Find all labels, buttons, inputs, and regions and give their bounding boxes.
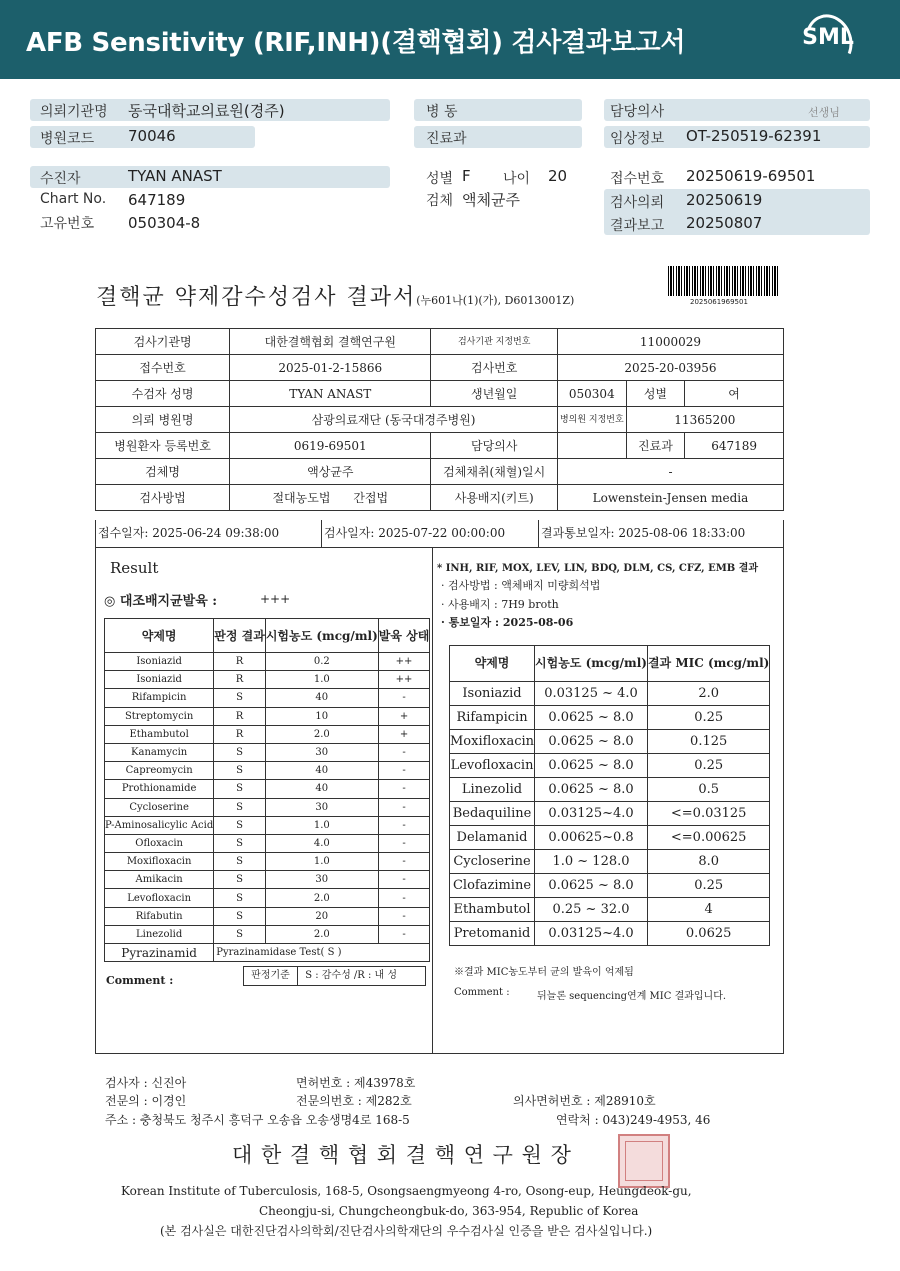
table-cell: - <box>378 689 430 707</box>
right-table-row <box>450 898 770 922</box>
left-table-row <box>105 762 430 780</box>
table-cell: 0.25 <box>647 754 769 778</box>
table-cell: 0.25 ~ 32.0 <box>535 898 648 922</box>
col-header: 시험농도 (mcg/ml) <box>265 619 378 653</box>
grid-label: 검사번호 <box>431 355 557 381</box>
table-cell: Rifabutin <box>105 907 214 925</box>
grid-label: 병의원 지정번호 <box>557 407 626 433</box>
left-table-row <box>105 743 430 761</box>
table-cell: 0.0625 ~ 8.0 <box>535 706 648 730</box>
table-cell: S <box>214 834 266 852</box>
pza-name: Pyrazinamid <box>105 944 214 962</box>
right-comment-label: Comment : <box>454 987 510 998</box>
report-label: 결과보고 <box>610 218 665 234</box>
left-result-table <box>104 618 430 962</box>
grid-label: 검사방법 <box>96 485 230 511</box>
grid-value: 11000029 <box>557 329 783 355</box>
left-table-row <box>105 653 430 671</box>
grid-label: 접수번호 <box>96 355 230 381</box>
table-cell: Isoniazid <box>105 671 214 689</box>
grid-value <box>557 433 626 459</box>
hospital-code-label: 병원코드 <box>40 131 95 147</box>
right-table-row <box>450 922 770 946</box>
right-date: · 통보일자 : 2025-08-06 <box>441 616 574 629</box>
table-cell: - <box>378 925 430 943</box>
grid-value: 액상균주 <box>230 459 431 485</box>
table-cell: 30 <box>265 743 378 761</box>
certification-note: (본 검사실은 대한진단검사의학회/진단검사의학재단의 우수검사실 인증을 받은 검사실입니다.) <box>160 1224 653 1238</box>
ward-label: 병 동 <box>426 104 458 120</box>
doctor-license: 의사면허번호 : 제28910호 <box>513 1094 656 1108</box>
left-table-row <box>105 834 430 852</box>
table-cell: 30 <box>265 798 378 816</box>
table-cell: Ethambutol <box>105 725 214 743</box>
table-cell: S <box>214 853 266 871</box>
table-cell: 0.125 <box>647 730 769 754</box>
table-cell: ++ <box>378 653 430 671</box>
table-cell: Levofloxacin <box>105 889 214 907</box>
table-cell: R <box>214 653 266 671</box>
grid-value: 647189 <box>685 433 784 459</box>
table-cell: 1.0 <box>265 816 378 834</box>
table-cell: 4 <box>647 898 769 922</box>
right-note-title: * INH, RIF, MOX, LEV, LIN, BDQ, DLM, CS, CFZ, EMB 결과 <box>437 563 759 574</box>
right-method: · 검사방법 : 액체배지 미량희석법 <box>441 579 601 592</box>
grid-value: 0619-69501 <box>230 433 431 459</box>
table-cell: 8.0 <box>647 850 769 874</box>
col-header: 발육 상태 <box>378 619 430 653</box>
table-cell: Delamanid <box>450 826 535 850</box>
table-cell: <=0.00625 <box>647 826 769 850</box>
clinical-value: OT-250519-62391 <box>686 127 822 145</box>
right-table-row <box>450 850 770 874</box>
table-cell: 40 <box>265 780 378 798</box>
left-table-row <box>105 689 430 707</box>
right-medium: · 사용배지 : 7H9 broth <box>441 598 559 611</box>
right-table-row <box>450 682 770 706</box>
table-cell: 2.0 <box>265 725 378 743</box>
tested-date: 검사일자: 2025-07-22 00:00:00 <box>322 520 539 547</box>
table-cell: - <box>378 816 430 834</box>
grid-label: 생년월일 <box>431 381 557 407</box>
table-cell: Prothionamide <box>105 780 214 798</box>
org-name: 대 한 결 핵 협 회 결 핵 연 구 원 장 <box>232 1143 572 1167</box>
sex-value: F <box>462 167 471 185</box>
table-cell: S <box>214 907 266 925</box>
barcode-text: 2025061969501 <box>690 298 748 306</box>
table-cell: Pretomanid <box>450 922 535 946</box>
table-cell: 4.0 <box>265 834 378 852</box>
table-cell: 0.0625 <box>647 922 769 946</box>
right-table-row <box>450 802 770 826</box>
received-date: 접수일자: 2025-06-24 09:38:00 <box>96 520 322 547</box>
table-cell: - <box>378 780 430 798</box>
right-table-row <box>450 754 770 778</box>
institution-label: 의뢰기관명 <box>40 104 108 120</box>
table-cell: 2.0 <box>265 925 378 943</box>
specialist: 전문의 : 이경인 <box>105 1094 187 1108</box>
comment-label: Comment : <box>106 974 174 987</box>
right-footnote: ※결과 MIC농도부터 균의 발육이 억제됨 <box>454 967 634 978</box>
table-cell: - <box>378 889 430 907</box>
table-cell: Linezolid <box>105 925 214 943</box>
grid-label: 수검자 성명 <box>96 381 230 407</box>
specimen-value: 액체균주 <box>462 191 520 209</box>
chart-value: 647189 <box>128 191 186 209</box>
grid-value: 대한결핵협회 결핵연구원 <box>230 329 431 355</box>
grid-label: 검체채취(채혈)일시 <box>431 459 557 485</box>
grid-label: 성별 <box>626 381 685 407</box>
chart-label: Chart No. <box>40 191 107 207</box>
col-header: 시험농도 (mcg/ml) <box>535 646 648 682</box>
sex-label: 성별 <box>426 171 454 187</box>
table-cell: S <box>214 889 266 907</box>
grid-value: Lowenstein-Jensen media <box>557 485 783 511</box>
table-cell: 0.0625 ~ 8.0 <box>535 730 648 754</box>
table-cell: 0.0625 ~ 8.0 <box>535 778 648 802</box>
left-table-row <box>105 780 430 798</box>
table-cell: R <box>214 725 266 743</box>
grid-value: 2025-20-03956 <box>557 355 783 381</box>
unique-label: 고유번호 <box>40 216 95 232</box>
specimen-label: 검체 <box>426 193 454 209</box>
info-grid <box>95 328 784 511</box>
table-cell: S <box>214 689 266 707</box>
official-seal <box>618 1134 670 1188</box>
table-cell: - <box>378 834 430 852</box>
table-cell: Moxifloxacin <box>450 730 535 754</box>
pza-result: Pyrazinamidase Test( S ) <box>214 944 430 962</box>
address-en-1: Korean Institute of Tuberculosis, 168-5, Osongsaengmyeong 4-ro, Osong-eup, Heungdeok-gu, <box>121 1184 692 1198</box>
table-cell: + <box>378 725 430 743</box>
table-cell: S <box>214 871 266 889</box>
table-cell: 0.5 <box>647 778 769 802</box>
table-cell: S <box>214 762 266 780</box>
table-cell: 1.0 <box>265 671 378 689</box>
table-cell: 30 <box>265 871 378 889</box>
grid-value: 050304 <box>557 381 626 407</box>
table-cell: S <box>214 816 266 834</box>
left-table-row <box>105 671 430 689</box>
report-title: AFB Sensitivity (RIF,INH)(결핵협회) 검사결과보고서 <box>26 28 686 58</box>
reported-date: 결과통보일자: 2025-08-06 18:33:00 <box>541 526 746 540</box>
right-table-row <box>450 874 770 898</box>
unique-value: 050304-8 <box>128 214 201 232</box>
institution-value: 동국대학교의료원(경주) <box>128 102 285 120</box>
doctor-label: 담당의사 <box>610 104 665 120</box>
age-label: 나이 <box>503 171 531 187</box>
table-cell: Levofloxacin <box>450 754 535 778</box>
grid-value: 2025-01-2-15866 <box>230 355 431 381</box>
table-cell: 10 <box>265 707 378 725</box>
doctor-suffix: 선생님 <box>808 106 840 119</box>
patient-label: 수진자 <box>40 171 81 187</box>
table-cell: Cycloserine <box>105 798 214 816</box>
grid-label: 검체명 <box>96 459 230 485</box>
specialist-no: 전문의번호 : 제282호 <box>296 1094 412 1108</box>
table-cell: Bedaquiline <box>450 802 535 826</box>
left-table-row <box>105 853 430 871</box>
sml-logo: SML <box>800 10 856 66</box>
table-cell: Ofloxacin <box>105 834 214 852</box>
address-en-2: Cheongju-si, Chungcheongbuk-do, 363-954, Republic of Korea <box>259 1204 639 1218</box>
report-value: 20250807 <box>686 214 763 232</box>
grid-label: 의뢰 병원명 <box>96 407 230 433</box>
table-cell: 2.0 <box>647 682 769 706</box>
grid-label: 사용배지(키트) <box>431 485 557 511</box>
dept-label: 진료과 <box>426 131 467 147</box>
table-cell: Clofazimine <box>450 874 535 898</box>
table-cell: Rifampicin <box>450 706 535 730</box>
table-cell: 0.03125 ~ 4.0 <box>535 682 648 706</box>
hospital-code-value: 70046 <box>128 127 176 145</box>
table-cell: S <box>214 798 266 816</box>
patient-value: TYAN ANAST <box>128 167 222 185</box>
right-mic-table <box>449 645 770 946</box>
table-cell: S <box>214 925 266 943</box>
grid-value: - <box>557 459 783 485</box>
grid-label: 검사기관 지정번호 <box>431 329 557 355</box>
table-cell: 1.0 ~ 128.0 <box>535 850 648 874</box>
right-table-row <box>450 778 770 802</box>
control-value: +++ <box>260 592 291 606</box>
table-cell: Ethambutol <box>450 898 535 922</box>
grid-label: 검사기관명 <box>96 329 230 355</box>
right-table-row <box>450 826 770 850</box>
grid-value: 여 <box>685 381 784 407</box>
table-cell: 0.0625 ~ 8.0 <box>535 754 648 778</box>
reception-value: 20250619-69501 <box>686 167 816 185</box>
age-value: 20 <box>548 167 568 185</box>
table-cell: R <box>214 671 266 689</box>
col-header: 약제명 <box>105 619 214 653</box>
left-table-row <box>105 925 430 943</box>
grid-value: 11365200 <box>626 407 783 433</box>
grid-value: TYAN ANAST <box>230 381 431 407</box>
barcode <box>668 266 778 296</box>
table-cell: R <box>214 707 266 725</box>
reception-label: 접수번호 <box>610 171 665 187</box>
col-header: 판정 결과 <box>214 619 266 653</box>
grid-value: 절대농도법 간접법 <box>230 485 431 511</box>
left-table-row <box>105 907 430 925</box>
table-cell: 0.00625~0.8 <box>535 826 648 850</box>
control-label: ◎ 대조배지균발육 : <box>104 594 218 609</box>
table-cell: - <box>378 798 430 816</box>
clinical-label: 임상정보 <box>610 131 665 147</box>
table-cell: S <box>214 780 266 798</box>
col-header: 약제명 <box>450 646 535 682</box>
table-cell: 0.2 <box>265 653 378 671</box>
table-cell: ++ <box>378 671 430 689</box>
table-cell: P-Aminosalicylic Acid <box>105 816 214 834</box>
table-cell: - <box>378 743 430 761</box>
request-value: 20250619 <box>686 191 763 209</box>
table-cell: 20 <box>265 907 378 925</box>
request-label: 검사의뢰 <box>610 195 665 211</box>
table-cell: 1.0 <box>265 853 378 871</box>
table-cell: - <box>378 762 430 780</box>
table-cell: Amikacin <box>105 871 214 889</box>
grid-label: 담당의사 <box>431 433 557 459</box>
table-cell: 40 <box>265 762 378 780</box>
right-table-row <box>450 706 770 730</box>
report-header <box>0 0 900 79</box>
table-cell: 0.03125~4.0 <box>535 922 648 946</box>
table-cell: Kanamycin <box>105 743 214 761</box>
table-cell: + <box>378 707 430 725</box>
table-cell: Cycloserine <box>450 850 535 874</box>
result-title: Result <box>110 559 159 577</box>
table-cell: <=0.03125 <box>647 802 769 826</box>
grid-label: 병원환자 등록번호 <box>96 433 230 459</box>
address: 주소 : 충청북도 청주시 흥덕구 오송읍 오송생명4로 168-5 <box>105 1113 410 1127</box>
table-cell: 0.25 <box>647 874 769 898</box>
left-table-row <box>105 871 430 889</box>
grid-label: 진료과 <box>626 433 685 459</box>
tester: 검사자 : 신진아 <box>105 1076 187 1090</box>
right-comment: 뒤늘론 sequencing연계 MIC 결과입니다. <box>537 991 727 1002</box>
table-cell: Moxifloxacin <box>105 853 214 871</box>
grid-value: 삼광의료재단 (동국대경주병원) <box>230 407 558 433</box>
table-cell: 0.03125~4.0 <box>535 802 648 826</box>
col-header: 결과 MIC (mcg/ml) <box>647 646 769 682</box>
right-table-row <box>450 730 770 754</box>
tester-license: 면허번호 : 제43978호 <box>296 1076 416 1090</box>
left-table-row <box>105 816 430 834</box>
left-table-row <box>105 798 430 816</box>
table-cell: 2.0 <box>265 889 378 907</box>
table-cell: Linezolid <box>450 778 535 802</box>
table-cell: S <box>214 743 266 761</box>
left-table-row <box>105 889 430 907</box>
left-table-row <box>105 707 430 725</box>
table-cell: 0.0625 ~ 8.0 <box>535 874 648 898</box>
left-table-row <box>105 725 430 743</box>
result-divider <box>432 548 433 1054</box>
table-cell: 40 <box>265 689 378 707</box>
document-title: 결핵균 약제감수성검사 결과서(누601나(1)(가), D6013001Z) <box>96 285 575 310</box>
contact: 연락처 : 043)249-4953, 46 <box>556 1113 711 1127</box>
table-cell: - <box>378 871 430 889</box>
table-cell: - <box>378 853 430 871</box>
table-cell: Streptomycin <box>105 707 214 725</box>
table-cell: Capreomycin <box>105 762 214 780</box>
table-cell: Isoniazid <box>105 653 214 671</box>
table-cell: Rifampicin <box>105 689 214 707</box>
table-cell: Isoniazid <box>450 682 535 706</box>
table-cell: 0.25 <box>647 706 769 730</box>
criteria-box: 판정기준 S : 감수성 /R : 내 성 <box>243 966 426 986</box>
table-cell: - <box>378 907 430 925</box>
date-bar <box>95 520 784 548</box>
